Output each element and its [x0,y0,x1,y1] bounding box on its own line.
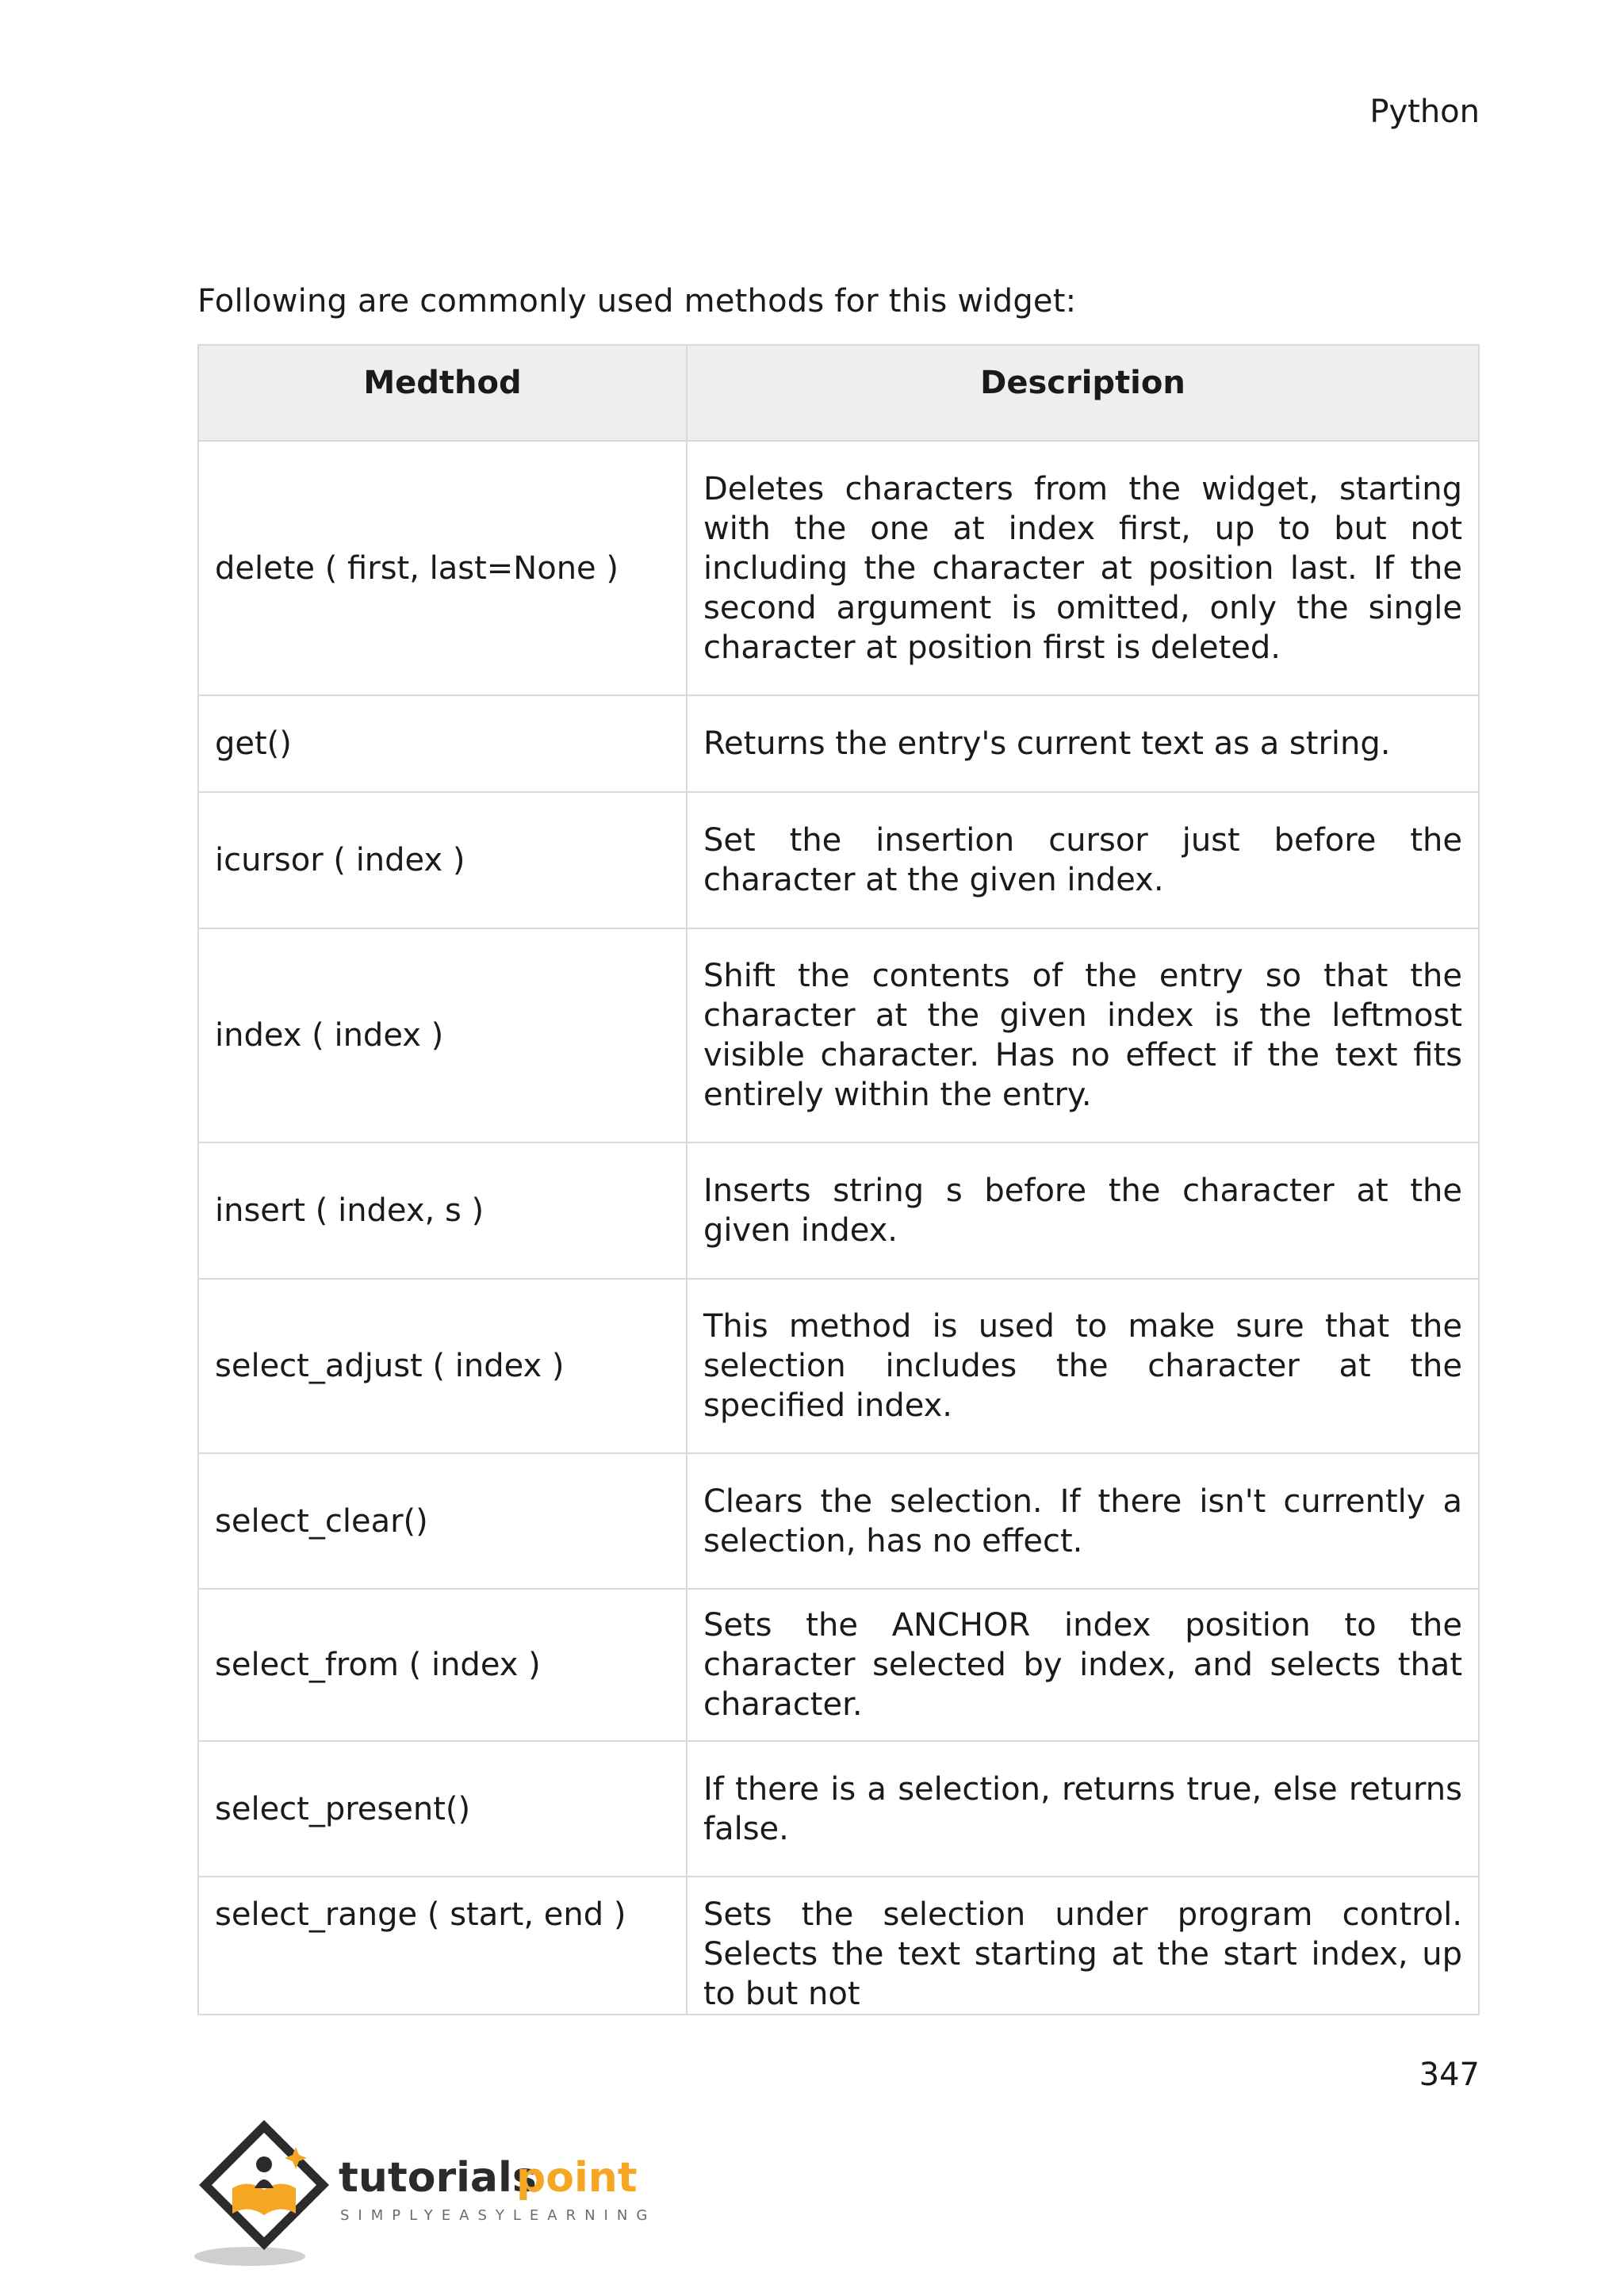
table-row [198,1589,1479,1741]
column-header-description: Description [687,345,1479,441]
running-header-title: Python [1369,94,1480,130]
description-cell: This method is used to make sure that the selection includes the character at the specified index. [687,1279,1479,1453]
method-cell: select_from ( index ) [198,1589,687,1741]
description-cell: Returns the entry's current text as a string. [687,695,1479,792]
logo-graphic [194,2115,686,2274]
description-cell: Sets the selection under program control. Selects the text starting at the start index, up to but not [687,1877,1479,2015]
method-cell: icursor ( index ) [198,792,687,928]
description-cell: Inserts string s before the character at the given index. [687,1142,1479,1279]
logo-tagline: SIMPLYEASYLEARNING [340,2207,657,2224]
description-cell: Sets the ANCHOR index position to the character selected by index, and selects that character. [687,1589,1479,1741]
table-row [198,1877,1479,2015]
page-number: 347 [1419,2057,1480,2093]
description-cell: Clears the selection. If there isn't currently a selection, has no effect. [687,1453,1479,1589]
methods-table [197,344,1480,2015]
logo-wordmark-part1: tutorials [339,2154,537,2202]
method-cell: select_adjust ( index ) [198,1279,687,1453]
table-row [198,441,1479,695]
table-header-row [198,345,1479,441]
description-cell: Shift the contents of the entry so that the character at the given index is the leftmost visible character. Has no effect if the text fits entirely within the entry. [687,928,1479,1142]
table-row [198,1279,1479,1453]
method-cell: insert ( index, s ) [198,1142,687,1279]
table-row [198,1453,1479,1589]
method-cell: delete ( first, last=None ) [198,441,687,695]
method-cell: select_present() [198,1741,687,1877]
method-cell: index ( index ) [198,928,687,1142]
description-cell: Set the insertion cursor just before the character at the given index. [687,792,1479,928]
table-row [198,792,1479,928]
table-row [198,695,1479,792]
person-head-icon [256,2156,272,2172]
table-row [198,1142,1479,1279]
table-row [198,928,1479,1142]
table-row [198,1741,1479,1877]
logo-wordmark-part2: point [516,2154,638,2202]
description-cell: Deletes characters from the widget, starting with the one at index first, up to but not including the character at position last. If the second argument is omitted, only the single character at position first is deleted. [687,441,1479,695]
column-header-method: Medthod [198,345,687,441]
description-cell: If there is a selection, returns true, else returns false. [687,1741,1479,1877]
logo-shadow-shape [194,2247,305,2266]
method-cell: get() [198,695,687,792]
intro-text: Following are commonly used methods for this widget: [197,283,1077,320]
tutorialspoint-logo [194,2115,686,2274]
method-cell: select_clear() [198,1453,687,1589]
method-cell: select_range ( start, end ) [198,1877,687,2015]
